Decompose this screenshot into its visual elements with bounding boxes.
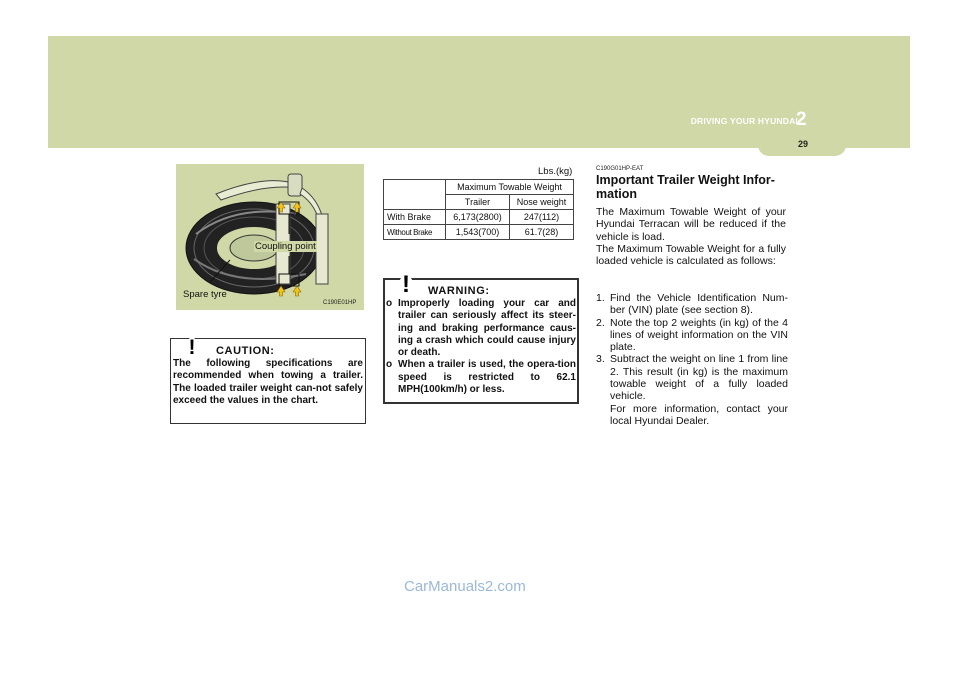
warning-item	[386, 298, 576, 359]
step-text: Note the top 2 weights (in kg) of the 4 lines of weight information on the VIN plate.	[610, 316, 788, 354]
list-item	[596, 292, 788, 317]
row-nose: 61.7(28)	[510, 225, 574, 240]
table-corner-lower	[384, 195, 446, 210]
coupling-point-label: Coupling point	[255, 241, 316, 252]
table-col-trailer: Trailer	[446, 195, 510, 210]
section-intro	[596, 206, 786, 267]
caution-text: The following specifications are recommended when towing a trailer. The loaded trailer weight can-not safely exceed the values in the chart.	[173, 358, 363, 406]
header-band	[48, 36, 910, 148]
intro-paragraph-2: The Maximum Towable Weight for a fully loaded vehicle is calculated as follows:	[596, 242, 786, 268]
svg-text:!: !	[188, 336, 196, 357]
chapter-label: DRIVING YOUR HYUNDAI	[690, 116, 798, 126]
warning-item-text: Improperly loading your car and trailer can seriously affect its steer-ing and braking performance caus-ing a crash which could cause injury or death.	[398, 298, 576, 359]
warning-item-text: When a trailer is used, the opera-tion speed is restricted to 62.1 MPH(100km/h) or less.	[398, 359, 576, 396]
step-text: Find the Vehicle Identification Num-ber (VIN) plate (see section 8).	[610, 292, 788, 317]
table-header-group: Maximum Towable Weight	[446, 180, 574, 195]
row-label: Without Brake	[384, 225, 446, 240]
list-item	[596, 353, 788, 402]
towing-weight-table	[383, 179, 574, 240]
watermark: CarManuals2.com	[404, 578, 526, 595]
step-number: 3.	[596, 353, 605, 366]
row-trailer: 6,173(2800)	[446, 210, 510, 225]
list-item	[596, 317, 788, 354]
closing-text: For more information, contact your local Hyundai Dealer.	[610, 402, 788, 427]
unit-note: Lbs.(kg)	[538, 166, 573, 177]
warning-item	[386, 359, 576, 396]
step-text: Subtract the weight on line 1 from line 2. This result (in kg) is the maximum towable weight of a fully loaded vehicle.	[610, 353, 788, 403]
intro-paragraph: The Maximum Towable Weight of your Hyundai Terracan will be reduced if the vehicle is load.	[596, 206, 786, 243]
table-row	[384, 225, 574, 240]
row-trailer: 1,543(700)	[446, 225, 510, 240]
figure-code: C190E01HP	[323, 300, 357, 306]
warning-bullet: o	[386, 359, 393, 371]
table-row	[384, 210, 574, 225]
table-col-nose: Nose weight	[510, 195, 574, 210]
warning-icon	[391, 268, 421, 295]
svg-text:!: !	[402, 271, 410, 295]
warning-bullet: o	[386, 298, 393, 309]
warning-list	[386, 298, 576, 396]
section-title: Important Trailer Weight Infor-mation	[596, 173, 775, 201]
caution-warning-icon	[178, 333, 206, 357]
step-number: 2.	[596, 316, 605, 329]
steps-list	[596, 292, 788, 427]
closing-note	[596, 403, 788, 428]
spare-tyre-figure	[176, 164, 364, 310]
section-code: C190G01HP-EAT	[596, 166, 644, 172]
table-corner	[384, 180, 446, 195]
row-nose: 247(112)	[510, 210, 574, 225]
page-number: 29	[797, 139, 808, 149]
step-number: 1.	[596, 292, 605, 304]
spare-tyre-label: Spare tyre	[183, 289, 227, 300]
row-label: With Brake	[384, 210, 446, 225]
chapter-number: 2	[796, 109, 807, 130]
caution-title: CAUTION:	[216, 345, 275, 357]
warning-title: WARNING:	[428, 285, 490, 297]
